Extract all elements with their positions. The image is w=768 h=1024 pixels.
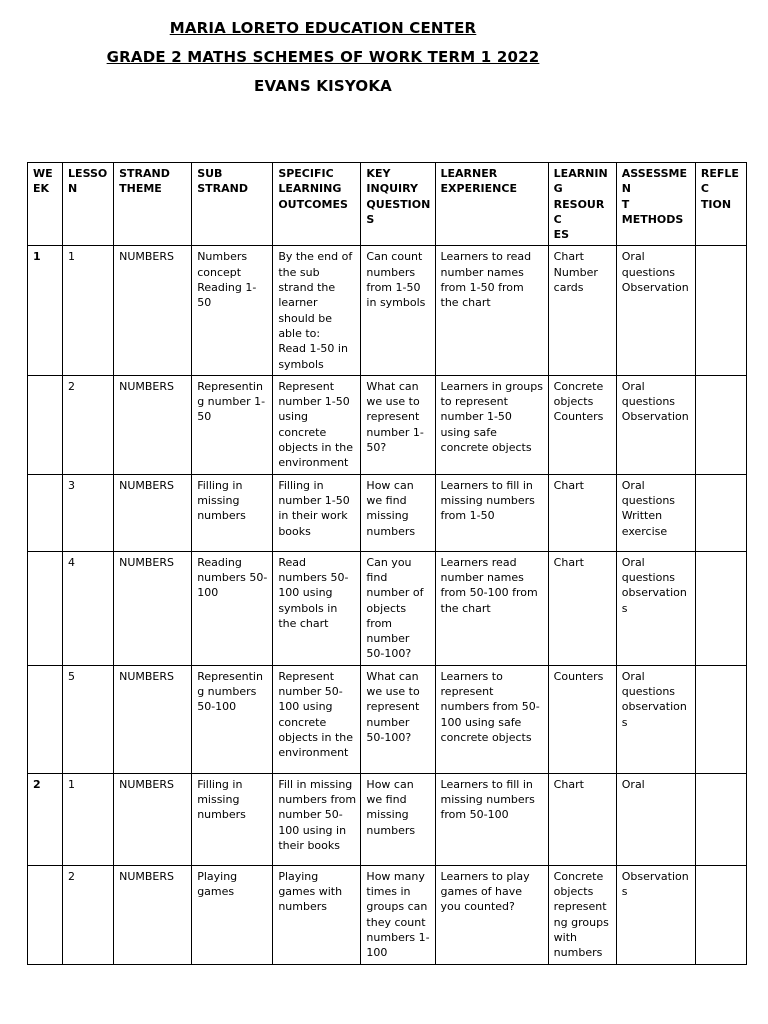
col-learner-experience: LEARNER EXPERIENCE (435, 163, 548, 246)
week-cell: 1 (28, 246, 63, 375)
assessment-cell: Oral questions observation s (616, 551, 695, 665)
table-row (28, 474, 747, 551)
col-week: WE EK (28, 163, 63, 246)
table-row (28, 865, 747, 964)
outcomes-cell: Filling in number 1-50 in their work books (273, 474, 361, 551)
assessment-cell: Oral (616, 773, 695, 865)
outcomes-cell: By the end of the sub strand the learner should be able to: Read 1-50 in symbols (273, 246, 361, 375)
reflection-cell (695, 551, 746, 665)
resources-cell: Concrete objects represent ng groups with numbers (548, 865, 616, 964)
lesson-cell: 2 (63, 865, 114, 964)
questions-cell: How many times in groups can they count numbers 1-100 (361, 865, 435, 964)
school-name: MARIA LORETO EDUCATION CENTER (169, 19, 477, 37)
assessment-cell: Observation s (616, 865, 695, 964)
questions-cell: Can you find number of objects from number 50-100? (361, 551, 435, 665)
reflection-cell (695, 375, 746, 474)
col-strand-theme: STRAND THEME (114, 163, 192, 246)
questions-cell: What can we use to represent number 1-50? (361, 375, 435, 474)
resources-cell: Chart (548, 474, 616, 551)
col-key-inquiry-questions: KEY INQUIRY QUESTION S (361, 163, 435, 246)
strand-cell: NUMBERS (114, 773, 192, 865)
lesson-cell: 1 (63, 773, 114, 865)
sub-strand-cell: Representing number 1-50 (192, 375, 273, 474)
assessment-cell: Oral questions Observation (616, 375, 695, 474)
resources-cell: Chart (548, 551, 616, 665)
strand-cell: NUMBERS (114, 665, 192, 773)
outcomes-cell: Represent number 1-50 using concrete objects in the environment (273, 375, 361, 474)
document-title: GRADE 2 MATHS SCHEMES OF WORK TERM 1 2022 (106, 48, 540, 66)
table-row (28, 665, 747, 773)
table-row (28, 246, 747, 375)
outcomes-cell: Playing games with numbers (273, 865, 361, 964)
week-cell: 2 (28, 773, 63, 865)
resources-cell: Counters (548, 665, 616, 773)
experience-cell: Learners read number names from 50-100 from the chart (435, 551, 548, 665)
week-cell (28, 474, 63, 551)
reflection-cell (695, 773, 746, 865)
strand-cell: NUMBERS (114, 551, 192, 665)
reflection-cell (695, 865, 746, 964)
experience-cell: Learners to fill in missing numbers from 50-100 (435, 773, 548, 865)
col-lesson: LESSO N (63, 163, 114, 246)
assessment-cell: Oral questions Written exercise (616, 474, 695, 551)
assessment-cell: Oral questions observation s (616, 665, 695, 773)
sub-strand-cell: Representing numbers 50-100 (192, 665, 273, 773)
col-assessment-methods: ASSESSMEN T METHODS (616, 163, 695, 246)
outcomes-cell: Fill in missing numbers from number 50-100 using in their books (273, 773, 361, 865)
week-cell (28, 865, 63, 964)
experience-cell: Learners to represent numbers from 50-100 using safe concrete objects (435, 665, 548, 773)
resources-cell: Chart Number cards (548, 246, 616, 375)
strand-cell: NUMBERS (114, 865, 192, 964)
lesson-cell: 2 (63, 375, 114, 474)
week-cell (28, 551, 63, 665)
week-cell (28, 375, 63, 474)
strand-cell: NUMBERS (114, 246, 192, 375)
reflection-cell (695, 474, 746, 551)
experience-cell: Learners to read number names from 1-50 from the chart (435, 246, 548, 375)
sub-strand-cell: Filling in missing numbers (192, 474, 273, 551)
reflection-cell (695, 246, 746, 375)
strand-cell: NUMBERS (114, 375, 192, 474)
lesson-cell: 1 (63, 246, 114, 375)
header-row (28, 163, 747, 246)
author-name: EVANS KISYOKA (254, 77, 392, 95)
sub-strand-cell: Reading numbers 50-100 (192, 551, 273, 665)
reflection-cell (695, 665, 746, 773)
experience-cell: Learners to play games of have you counted? (435, 865, 548, 964)
col-sub-strand: SUB STRAND (192, 163, 273, 246)
resources-cell: Chart (548, 773, 616, 865)
assessment-cell: Oral questions Observation (616, 246, 695, 375)
col-learning-outcomes: SPECIFIC LEARNING OUTCOMES (273, 163, 361, 246)
lesson-cell: 3 (63, 474, 114, 551)
strand-cell: NUMBERS (114, 474, 192, 551)
col-learning-resources: LEARNING RESOURC ES (548, 163, 616, 246)
questions-cell: Can count numbers from 1-50 in symbols (361, 246, 435, 375)
table-row (28, 375, 747, 474)
table-row (28, 773, 747, 865)
sub-strand-cell: Filling in missing numbers (192, 773, 273, 865)
week-cell (28, 665, 63, 773)
experience-cell: Learners to fill in missing numbers from 1-50 (435, 474, 548, 551)
sub-strand-cell: Playing games (192, 865, 273, 964)
table-row (28, 551, 747, 665)
sub-strand-cell: Numbers concept Reading 1-50 (192, 246, 273, 375)
col-reflection: REFLEC TION (695, 163, 746, 246)
experience-cell: Learners in groups to represent number 1-50 using safe concrete objects (435, 375, 548, 474)
questions-cell: What can we use to represent number 50-100? (361, 665, 435, 773)
schemes-of-work-table (27, 162, 747, 965)
questions-cell: How can we find missing numbers (361, 773, 435, 865)
resources-cell: Concrete objects Counters (548, 375, 616, 474)
outcomes-cell: Represent number 50-100 using concrete objects in the environment (273, 665, 361, 773)
lesson-cell: 4 (63, 551, 114, 665)
outcomes-cell: Read numbers 50-100 using symbols in the chart (273, 551, 361, 665)
lesson-cell: 5 (63, 665, 114, 773)
questions-cell: How can we find missing numbers (361, 474, 435, 551)
